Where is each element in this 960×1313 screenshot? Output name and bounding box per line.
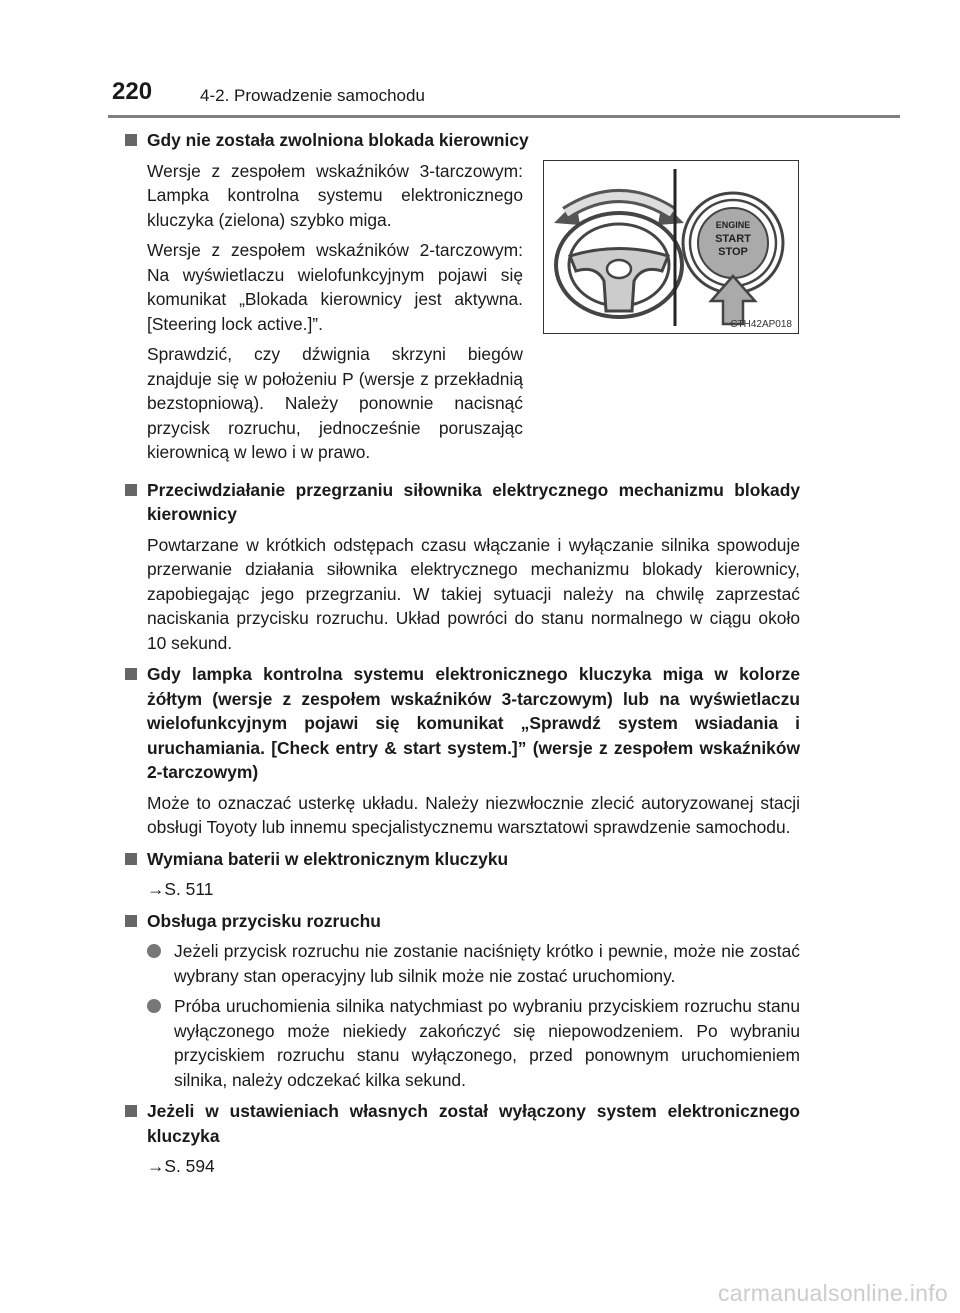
section-steering-lock — [120, 128, 800, 471]
circle-bullet-icon — [147, 999, 161, 1013]
page-reference-link[interactable]: →S. 511 — [147, 879, 214, 899]
square-bullet-icon — [125, 134, 137, 146]
square-bullet-icon — [125, 484, 137, 496]
circle-bullet-icon — [147, 944, 161, 958]
svg-text:STOP: STOP — [718, 246, 748, 258]
section-title: Jeżeli w ustawieniach własnych został wyłączony system elektronicznego kluczyka — [120, 1099, 800, 1148]
paragraph: Sprawdzić, czy dźwignia skrzyni biegów znajduje się w położeniu P (wersje z przekładnią bezstopniową). Należy ponownie nacisnąć przycisk rozruchu, jednocześnie poruszając kierownicą w lewo i w prawo. — [147, 344, 523, 462]
page-content — [120, 128, 800, 1186]
paragraph: Może to oznaczać usterkę układu. Należy niezwłocznie zlecić autoryzowanej stacji obsługi Toyoty lub innemu specjalistycznemu warsztatowi sprawdzenie samochodu. — [147, 792, 800, 837]
page-number: 220 — [112, 78, 153, 105]
square-bullet-icon — [125, 853, 137, 865]
square-bullet-icon — [125, 668, 137, 680]
section-title: Gdy nie została zwolniona blokada kierownicy — [120, 128, 827, 153]
page-reference-link[interactable]: →S. 594 — [147, 1156, 215, 1176]
square-bullet-icon — [125, 915, 137, 927]
figure-code: CTH42AP018 — [730, 319, 792, 330]
list-item: Próba uruchomienia silnika natychmiast po wybraniu przyciskiem rozruchu stanu wyłączonego może niekiedy zakończyć się niepowodzeniem. Po wybraniu przyciskiem rozruchu stanu wyłączonego, przed ponownym uruchomieniem silnika, należy odczekać kilka sekund. — [147, 994, 800, 1092]
list-item: Jeżeli przycisk rozruchu nie zostanie naciśnięty krótko i pewnie, może nie zostać wybrany stan operacyjny lub silnik może nie zostać uruchomiony. — [147, 939, 800, 988]
section-battery — [120, 847, 800, 902]
svg-text:START: START — [715, 233, 751, 245]
paragraph: Wersje z zespołem wskaźników 3-tarczowym: Lampka kontrolna systemu elektronicznego kluczyka (zielona) szybko miga. — [147, 160, 523, 230]
section-title: Przeciwdziałanie przegrzaniu siłownika elektrycznego mechanizmu blokady kierownicy — [120, 478, 800, 527]
page-header — [112, 78, 900, 116]
section-title: Obsługa przycisku rozruchu — [120, 909, 800, 934]
square-bullet-icon — [125, 1105, 137, 1117]
header-rule — [108, 115, 900, 118]
section-start-button — [120, 909, 800, 1093]
section-title: Wymiana baterii w elektronicznym kluczyku — [120, 847, 800, 872]
chapter-title: 4-2. Prowadzenie samochodu — [200, 86, 425, 105]
watermark: carmanualsonline.info — [717, 1280, 948, 1306]
section-key-indicator — [120, 662, 800, 840]
section-title: Gdy lampka kontrolna systemu elektronicznego kluczyka miga w kolorze żółtym (wersje z zespołem wskaźników 3-tarczowym) lub na wyświetlaczu wielofunkcyjnym pojawi się komunikat „Sprawdź system wsiadania i uruchamiania. [Check entry & start system.]” (wersje z zespołem wskaźników 2-tarczowym) — [120, 662, 800, 785]
paragraph: Wersje z zespołem wskaźników 2-tarczowym: Na wyświetlaczu wielofunkcyjnym pojawi się komunikat „Blokada kierownicy jest aktywna. [Steering lock active.]”. — [147, 240, 523, 334]
section-overheating — [120, 478, 800, 656]
section-customization — [120, 1099, 800, 1179]
svg-text:ENGINE: ENGINE — [715, 220, 751, 230]
paragraph: Powtarzane w krótkich odstępach czasu włączanie i wyłączanie silnika spowoduje przerwanie działania siłownika elektrycznego mechanizmu blokady kierownicy, zapobiegając jego przegrzaniu. W takiej sytuacji należy na chwilę zaprzestać naciskania przycisku rozruchu. Układ powróci do stanu normalnego w ciągu około 10 sekund. — [147, 534, 800, 653]
